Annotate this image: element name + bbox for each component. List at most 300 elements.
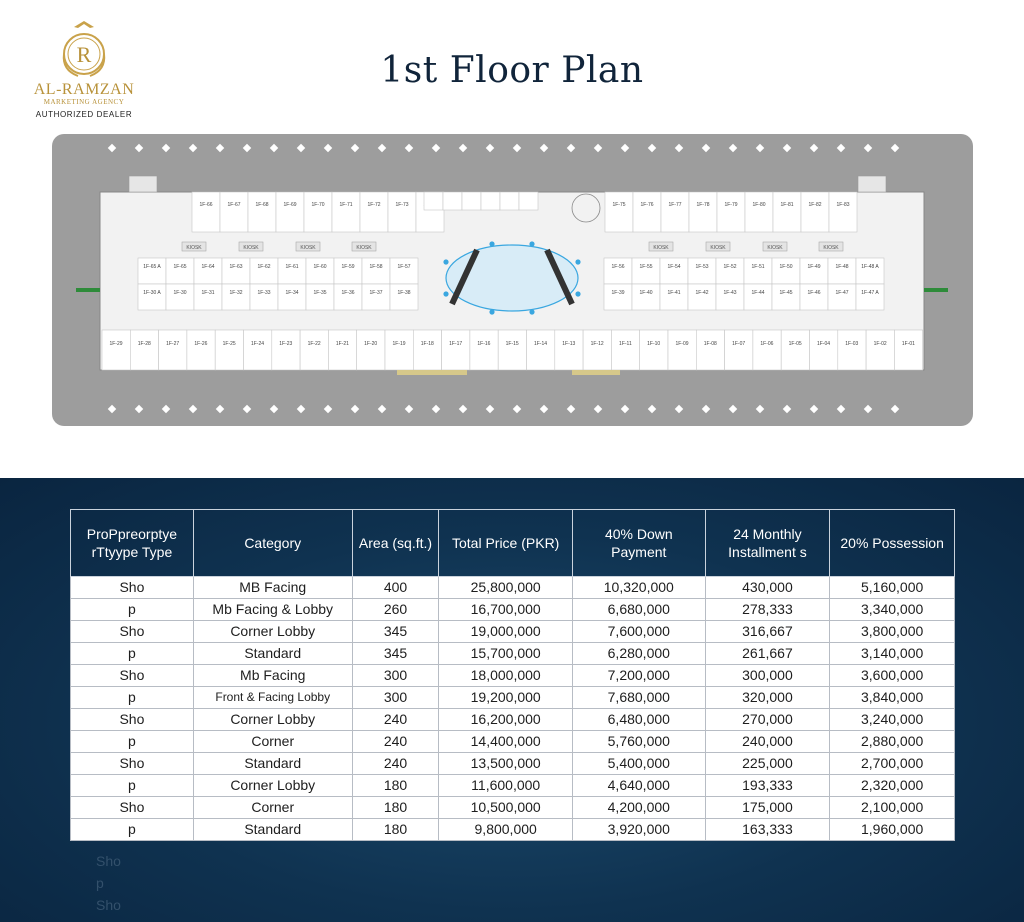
unit-top bbox=[360, 192, 388, 232]
unit-label-bottom: 1F-23 bbox=[279, 341, 293, 347]
unit-label-bottom: 1F-16 bbox=[477, 341, 491, 347]
unit-label-middle: 1F-38 bbox=[397, 290, 411, 296]
unit-bottom bbox=[668, 330, 696, 370]
unit-top bbox=[661, 192, 689, 232]
unit-label-middle: 1F-56 bbox=[611, 264, 625, 270]
cell-possession: 1,960,000 bbox=[830, 819, 955, 841]
unit-label-middle: 1F-34 bbox=[285, 290, 299, 296]
unit-label-bottom: 1F-27 bbox=[166, 341, 180, 347]
unit-label-top: 1F-66 bbox=[199, 202, 213, 208]
unit-label-top: 1F-76 bbox=[640, 202, 654, 208]
unit-top bbox=[717, 192, 745, 232]
table-row bbox=[71, 599, 955, 621]
cell-category: Corner Lobby bbox=[193, 621, 352, 643]
cell-total-price: 18,000,000 bbox=[439, 665, 573, 687]
cell-category: Standard bbox=[193, 753, 352, 775]
unit-label-bottom: 1F-02 bbox=[873, 341, 887, 347]
unit-label-middle: 1F-47 bbox=[835, 290, 849, 296]
unit-bottom bbox=[187, 330, 215, 370]
unit-label-middle: 1F-52 bbox=[723, 264, 737, 270]
unit-middle bbox=[250, 258, 278, 284]
unit-middle bbox=[194, 258, 222, 284]
unit-label-bottom: 1F-18 bbox=[420, 341, 434, 347]
unit-label-top: 1F-79 bbox=[724, 202, 738, 208]
cell-possession: 3,800,000 bbox=[830, 621, 955, 643]
unit-label-middle: 1F-35 bbox=[313, 290, 327, 296]
cell-down-payment: 7,600,000 bbox=[572, 621, 705, 643]
unit-label-middle: 1F-49 bbox=[807, 264, 821, 270]
unit-top bbox=[605, 192, 633, 232]
unit-middle bbox=[306, 284, 334, 310]
cell-monthly: 316,667 bbox=[705, 621, 830, 643]
table-row bbox=[71, 665, 955, 687]
cell-area: 400 bbox=[352, 577, 439, 599]
small-shop-top bbox=[424, 192, 443, 210]
cell-monthly: 225,000 bbox=[705, 753, 830, 775]
unit-label-middle: 1F-57 bbox=[397, 264, 411, 270]
pricing-header-row bbox=[71, 510, 955, 577]
unit-label-middle: 1F-40 bbox=[639, 290, 653, 296]
unit-bottom bbox=[130, 330, 158, 370]
pricing-table bbox=[70, 509, 955, 841]
unit-middle bbox=[334, 258, 362, 284]
unit-middle bbox=[138, 258, 166, 284]
unit-middle bbox=[362, 258, 390, 284]
cell-possession: 3,600,000 bbox=[830, 665, 955, 687]
cell-total-price: 19,200,000 bbox=[439, 687, 573, 709]
cell-monthly: 240,000 bbox=[705, 731, 830, 753]
header-possession: 20% Possession bbox=[830, 510, 955, 577]
cell-monthly: 193,333 bbox=[705, 775, 830, 797]
unit-label-bottom: 1F-06 bbox=[760, 341, 774, 347]
cell-category: MB Facing bbox=[193, 577, 352, 599]
table-row bbox=[71, 621, 955, 643]
unit-label-middle: 1F-60 bbox=[313, 264, 327, 270]
unit-label-middle: 1F-42 bbox=[695, 290, 709, 296]
unit-bottom bbox=[583, 330, 611, 370]
unit-label-top: 1F-72 bbox=[367, 202, 381, 208]
unit-bottom bbox=[640, 330, 668, 370]
cell-down-payment: 5,760,000 bbox=[572, 731, 705, 753]
header-property-type: ProPpreorptye rTtyype Type bbox=[71, 510, 194, 577]
unit-bottom bbox=[894, 330, 922, 370]
cell-area: 240 bbox=[352, 731, 439, 753]
cell-total-price: 13,500,000 bbox=[439, 753, 573, 775]
unit-bottom bbox=[611, 330, 639, 370]
stair-right bbox=[858, 176, 886, 192]
overflow-type-text bbox=[96, 850, 121, 916]
kiosk-label: KIOSK bbox=[710, 245, 726, 251]
table-row bbox=[71, 753, 955, 775]
unit-label-top: 1F-83 bbox=[836, 202, 850, 208]
unit-label-middle: 1F-59 bbox=[341, 264, 355, 270]
logo-name: AL-RAMZAN bbox=[33, 81, 135, 98]
unit-middle bbox=[744, 258, 772, 284]
cell-area: 180 bbox=[352, 797, 439, 819]
unit-label-middle: 1F-47 A bbox=[861, 290, 879, 296]
cell-total-price: 16,700,000 bbox=[439, 599, 573, 621]
cell-category: Corner bbox=[193, 797, 352, 819]
unit-label-middle: 1F-33 bbox=[257, 290, 271, 296]
unit-label-bottom: 1F-25 bbox=[222, 341, 236, 347]
table-row bbox=[71, 643, 955, 665]
atrium-column bbox=[575, 291, 580, 296]
cell-monthly: 300,000 bbox=[705, 665, 830, 687]
unit-middle bbox=[632, 284, 660, 310]
unit-middle bbox=[222, 258, 250, 284]
cell-total-price: 25,800,000 bbox=[439, 577, 573, 599]
unit-top bbox=[220, 192, 248, 232]
cell-category: Corner Lobby bbox=[193, 709, 352, 731]
unit-label-bottom: 1F-29 bbox=[109, 341, 123, 347]
cell-down-payment: 6,480,000 bbox=[572, 709, 705, 731]
cell-total-price: 16,200,000 bbox=[439, 709, 573, 731]
cell-category: Corner bbox=[193, 731, 352, 753]
atrium-column bbox=[443, 291, 448, 296]
header-total-price: Total Price (PKR) bbox=[439, 510, 573, 577]
kiosk-label: KIOSK bbox=[767, 245, 783, 251]
overflow-line: Sho bbox=[96, 853, 121, 869]
cell-down-payment: 6,680,000 bbox=[572, 599, 705, 621]
unit-middle bbox=[828, 284, 856, 310]
small-shop-top bbox=[481, 192, 500, 210]
unit-label-top: 1F-70 bbox=[311, 202, 325, 208]
unit-middle bbox=[828, 258, 856, 284]
cell-category: Mb Facing bbox=[193, 665, 352, 687]
unit-label-bottom: 1F-15 bbox=[505, 341, 519, 347]
cell-total-price: 15,700,000 bbox=[439, 643, 573, 665]
unit-label-middle: 1F-65 bbox=[173, 264, 187, 270]
cell-type: Sho bbox=[71, 665, 194, 687]
unit-top bbox=[689, 192, 717, 232]
table-row bbox=[71, 687, 955, 709]
table-row bbox=[71, 731, 955, 753]
unit-label-top: 1F-80 bbox=[752, 202, 766, 208]
unit-label-top: 1F-75 bbox=[612, 202, 626, 208]
unit-label-bottom: 1F-03 bbox=[845, 341, 859, 347]
unit-top bbox=[276, 192, 304, 232]
stair-left bbox=[129, 176, 157, 192]
cell-possession: 5,160,000 bbox=[830, 577, 955, 599]
table-row bbox=[71, 797, 955, 819]
unit-bottom bbox=[696, 330, 724, 370]
unit-middle bbox=[390, 258, 418, 284]
cell-category: Mb Facing & Lobby bbox=[193, 599, 352, 621]
cell-total-price: 9,800,000 bbox=[439, 819, 573, 841]
small-shop-top bbox=[500, 192, 519, 210]
cell-area: 300 bbox=[352, 665, 439, 687]
cell-type: Sho bbox=[71, 621, 194, 643]
cell-down-payment: 7,200,000 bbox=[572, 665, 705, 687]
unit-label-middle: 1F-48 A bbox=[861, 264, 879, 270]
cell-down-payment: 7,680,000 bbox=[572, 687, 705, 709]
unit-label-bottom: 1F-14 bbox=[533, 341, 548, 347]
unit-bottom bbox=[385, 330, 413, 370]
unit-middle bbox=[856, 258, 884, 284]
cell-monthly: 261,667 bbox=[705, 643, 830, 665]
unit-label-bottom: 1F-05 bbox=[788, 341, 802, 347]
cell-total-price: 11,600,000 bbox=[439, 775, 573, 797]
unit-label-middle: 1F-55 bbox=[639, 264, 653, 270]
unit-label-bottom: 1F-09 bbox=[675, 341, 689, 347]
unit-label-top: 1F-67 bbox=[227, 202, 241, 208]
unit-label-middle: 1F-36 bbox=[341, 290, 355, 296]
unit-middle bbox=[660, 284, 688, 310]
unit-top bbox=[773, 192, 801, 232]
cell-possession: 3,840,000 bbox=[830, 687, 955, 709]
unit-label-middle: 1F-46 bbox=[807, 290, 821, 296]
unit-bottom bbox=[328, 330, 356, 370]
unit-bottom bbox=[527, 330, 555, 370]
unit-middle bbox=[856, 284, 884, 310]
small-shop-top bbox=[462, 192, 481, 210]
unit-middle bbox=[688, 258, 716, 284]
green-door-left bbox=[76, 288, 100, 292]
cell-down-payment: 3,920,000 bbox=[572, 819, 705, 841]
small-shop-top bbox=[443, 192, 462, 210]
unit-middle bbox=[166, 258, 194, 284]
unit-middle bbox=[660, 258, 688, 284]
unit-label-middle: 1F-43 bbox=[723, 290, 737, 296]
atrium-column bbox=[529, 241, 534, 246]
unit-label-bottom: 1F-01 bbox=[901, 341, 915, 347]
unit-label-middle: 1F-50 bbox=[779, 264, 793, 270]
cell-area: 180 bbox=[352, 819, 439, 841]
overflow-line: Sho bbox=[96, 897, 121, 913]
unit-middle bbox=[604, 284, 632, 310]
small-shop-top bbox=[519, 192, 538, 210]
atrium-column bbox=[489, 241, 494, 246]
unit-label-bottom: 1F-07 bbox=[732, 341, 746, 347]
cell-area: 180 bbox=[352, 775, 439, 797]
unit-label-middle: 1F-64 bbox=[201, 264, 215, 270]
unit-label-top: 1F-68 bbox=[255, 202, 269, 208]
table-row bbox=[71, 819, 955, 841]
unit-label-top: 1F-77 bbox=[668, 202, 682, 208]
logo-monogram: R bbox=[76, 42, 92, 67]
unit-bottom bbox=[555, 330, 583, 370]
unit-middle bbox=[744, 284, 772, 310]
unit-label-middle: 1F-44 bbox=[751, 290, 765, 296]
unit-middle bbox=[716, 284, 744, 310]
unit-top bbox=[332, 192, 360, 232]
unit-label-middle: 1F-51 bbox=[751, 264, 765, 270]
cell-possession: 3,240,000 bbox=[830, 709, 955, 731]
cell-category: Standard bbox=[193, 819, 352, 841]
unit-label-middle: 1F-32 bbox=[229, 290, 243, 296]
unit-bottom bbox=[215, 330, 243, 370]
cell-area: 240 bbox=[352, 753, 439, 775]
unit-bottom bbox=[102, 330, 130, 370]
entrance-canopy-left bbox=[397, 370, 467, 375]
cell-possession: 2,100,000 bbox=[830, 797, 955, 819]
cell-monthly: 163,333 bbox=[705, 819, 830, 841]
kiosk-label: KIOSK bbox=[653, 245, 669, 251]
unit-label-middle: 1F-48 bbox=[835, 264, 849, 270]
cell-category: Corner Lobby bbox=[193, 775, 352, 797]
unit-bottom bbox=[725, 330, 753, 370]
unit-top bbox=[745, 192, 773, 232]
table-row bbox=[71, 709, 955, 731]
unit-middle bbox=[688, 284, 716, 310]
unit-label-middle: 1F-37 bbox=[369, 290, 383, 296]
unit-top bbox=[248, 192, 276, 232]
unit-label-middle: 1F-31 bbox=[201, 290, 215, 296]
unit-middle bbox=[278, 258, 306, 284]
unit-label-middle: 1F-30 A bbox=[143, 290, 161, 296]
kiosk-label: KIOSK bbox=[243, 245, 259, 251]
unit-label-middle: 1F-41 bbox=[667, 290, 681, 296]
unit-middle bbox=[772, 258, 800, 284]
unit-top bbox=[829, 192, 857, 232]
cell-type: p bbox=[71, 731, 194, 753]
cell-possession: 2,880,000 bbox=[830, 731, 955, 753]
cell-monthly: 278,333 bbox=[705, 599, 830, 621]
unit-label-bottom: 1F-13 bbox=[562, 341, 576, 347]
cell-area: 300 bbox=[352, 687, 439, 709]
unit-label-bottom: 1F-22 bbox=[307, 341, 321, 347]
unit-bottom bbox=[838, 330, 866, 370]
atrium-column bbox=[575, 259, 580, 264]
unit-label-bottom: 1F-26 bbox=[194, 341, 208, 347]
cell-area: 240 bbox=[352, 709, 439, 731]
cell-type: Sho bbox=[71, 577, 194, 599]
green-door-right bbox=[924, 288, 948, 292]
header-monthly-installments: 24 Monthly Installment s bbox=[705, 510, 830, 577]
cell-down-payment: 10,320,000 bbox=[572, 577, 705, 599]
unit-middle bbox=[800, 258, 828, 284]
unit-label-bottom: 1F-19 bbox=[392, 341, 406, 347]
unit-label-top: 1F-71 bbox=[339, 202, 353, 208]
header-down-payment: 40% Down Payment bbox=[572, 510, 705, 577]
cell-total-price: 14,400,000 bbox=[439, 731, 573, 753]
unit-label-middle: 1F-62 bbox=[257, 264, 271, 270]
kiosk-label: KIOSK bbox=[300, 245, 316, 251]
cell-area: 345 bbox=[352, 643, 439, 665]
cell-area: 345 bbox=[352, 621, 439, 643]
cell-monthly: 430,000 bbox=[705, 577, 830, 599]
cell-type: p bbox=[71, 599, 194, 621]
logo-subtitle: MARKETING AGENCY bbox=[43, 98, 125, 106]
unit-label-middle: 1F-65 A bbox=[143, 264, 161, 270]
unit-label-bottom: 1F-08 bbox=[703, 341, 717, 347]
unit-label-top: 1F-82 bbox=[808, 202, 822, 208]
cell-type: Sho bbox=[71, 797, 194, 819]
unit-bottom bbox=[470, 330, 498, 370]
unit-label-bottom: 1F-21 bbox=[335, 341, 349, 347]
unit-label-bottom: 1F-24 bbox=[250, 341, 265, 347]
unit-bottom bbox=[272, 330, 300, 370]
unit-label-middle: 1F-53 bbox=[695, 264, 709, 270]
cell-down-payment: 5,400,000 bbox=[572, 753, 705, 775]
cell-monthly: 175,000 bbox=[705, 797, 830, 819]
kiosk-label: KIOSK bbox=[186, 245, 202, 251]
unit-middle bbox=[166, 284, 194, 310]
unit-middle bbox=[138, 284, 166, 310]
cell-type: Sho bbox=[71, 709, 194, 731]
unit-label-bottom: 1F-20 bbox=[364, 341, 378, 347]
unit-label-bottom: 1F-04 bbox=[816, 341, 831, 347]
unit-middle bbox=[772, 284, 800, 310]
cell-type: Sho bbox=[71, 753, 194, 775]
unit-middle bbox=[716, 258, 744, 284]
unit-middle bbox=[632, 258, 660, 284]
unit-bottom bbox=[781, 330, 809, 370]
unit-label-bottom: 1F-11 bbox=[619, 341, 632, 347]
unit-label-middle: 1F-30 bbox=[173, 290, 187, 296]
cell-possession: 2,700,000 bbox=[830, 753, 955, 775]
unit-label-middle: 1F-58 bbox=[369, 264, 383, 270]
entrance-canopy-right bbox=[572, 370, 620, 375]
unit-middle bbox=[334, 284, 362, 310]
unit-bottom bbox=[753, 330, 781, 370]
unit-label-top: 1F-78 bbox=[696, 202, 710, 208]
pricing-table-body bbox=[71, 577, 955, 841]
atrium-column bbox=[443, 259, 448, 264]
cell-monthly: 270,000 bbox=[705, 709, 830, 731]
cell-type: p bbox=[71, 643, 194, 665]
atrium-column bbox=[489, 309, 494, 314]
unit-label-middle: 1F-39 bbox=[611, 290, 625, 296]
unit-label-middle: 1F-61 bbox=[285, 264, 299, 270]
table-row bbox=[71, 775, 955, 797]
unit-bottom bbox=[159, 330, 187, 370]
unit-bottom bbox=[810, 330, 838, 370]
unit-label-bottom: 1F-17 bbox=[449, 341, 463, 347]
cell-type: p bbox=[71, 687, 194, 709]
cell-possession: 3,340,000 bbox=[830, 599, 955, 621]
cell-type: p bbox=[71, 819, 194, 841]
cell-possession: 3,140,000 bbox=[830, 643, 955, 665]
atrium-column bbox=[529, 309, 534, 314]
unit-top bbox=[304, 192, 332, 232]
unit-label-middle: 1F-54 bbox=[667, 264, 681, 270]
kiosk-label: KIOSK bbox=[823, 245, 839, 251]
unit-middle bbox=[222, 284, 250, 310]
unit-top bbox=[192, 192, 220, 232]
cell-category: Front & Facing Lobby bbox=[193, 687, 352, 709]
cell-down-payment: 4,200,000 bbox=[572, 797, 705, 819]
unit-bottom bbox=[413, 330, 441, 370]
cell-type: p bbox=[71, 775, 194, 797]
cell-down-payment: 6,280,000 bbox=[572, 643, 705, 665]
table-row bbox=[71, 577, 955, 599]
unit-bottom bbox=[498, 330, 526, 370]
unit-top bbox=[388, 192, 416, 232]
unit-label-bottom: 1F-12 bbox=[590, 341, 604, 347]
unit-middle bbox=[604, 258, 632, 284]
unit-bottom bbox=[866, 330, 894, 370]
unit-top bbox=[633, 192, 661, 232]
unit-bottom bbox=[244, 330, 272, 370]
kiosk-label: KIOSK bbox=[356, 245, 372, 251]
unit-middle bbox=[800, 284, 828, 310]
cell-total-price: 19,000,000 bbox=[439, 621, 573, 643]
unit-bottom bbox=[357, 330, 385, 370]
cell-total-price: 10,500,000 bbox=[439, 797, 573, 819]
overflow-line: p bbox=[96, 875, 104, 891]
unit-label-middle: 1F-63 bbox=[229, 264, 243, 270]
unit-middle bbox=[194, 284, 222, 310]
floor-plan-drawing bbox=[52, 134, 973, 426]
header-category: Category bbox=[193, 510, 352, 577]
unit-middle bbox=[306, 258, 334, 284]
unit-label-top: 1F-81 bbox=[780, 202, 794, 208]
cell-area: 260 bbox=[352, 599, 439, 621]
unit-label-bottom: 1F-10 bbox=[647, 341, 661, 347]
unit-middle bbox=[250, 284, 278, 310]
cell-possession: 2,320,000 bbox=[830, 775, 955, 797]
